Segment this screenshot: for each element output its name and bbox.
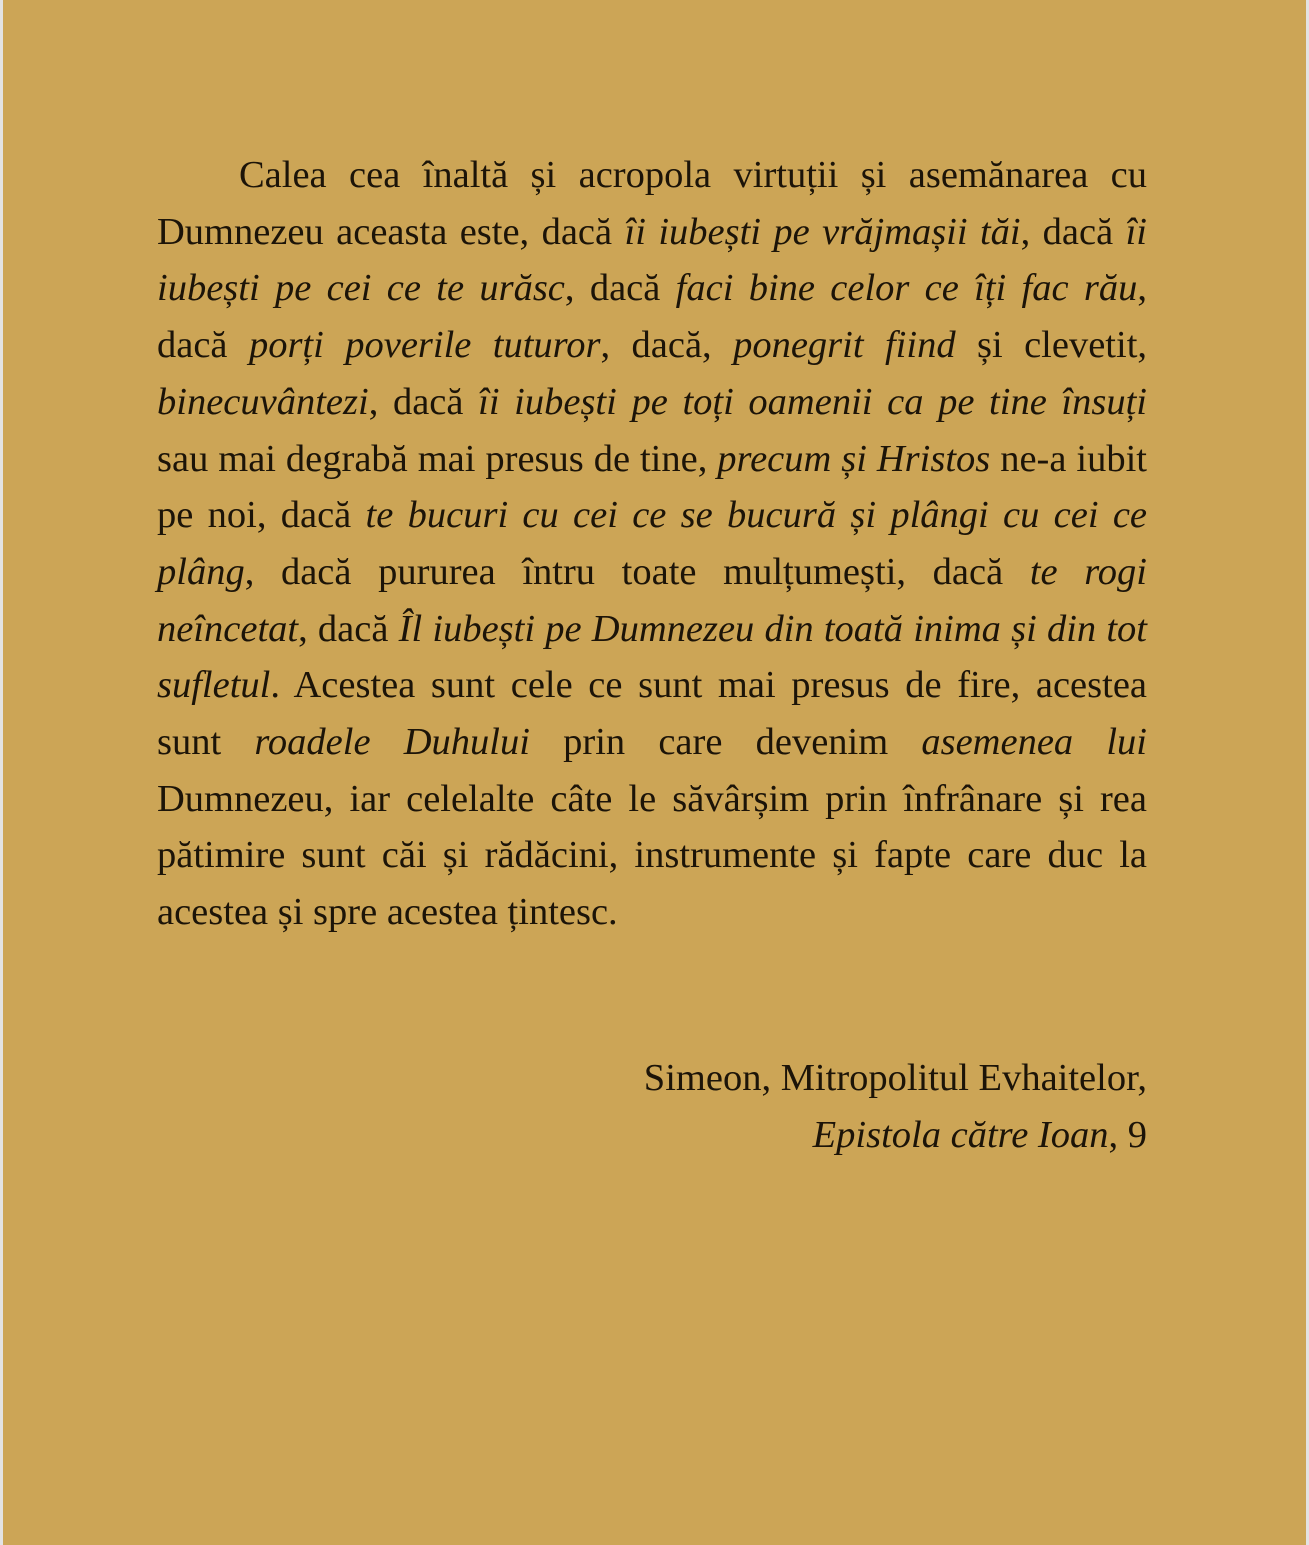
quote-segment: și clevetit, xyxy=(955,324,1148,367)
quote-segment-italic: te bucuri cu cei ce se bucură și plângi cu cei ce plâng xyxy=(157,494,1147,593)
quote-segment: , dacă xyxy=(157,267,1148,367)
quote-segment-italic: faci bine celor ce îți fac rău xyxy=(675,267,1138,310)
attribution-source xyxy=(157,1107,1147,1164)
page-left-edge xyxy=(0,0,3,1545)
quote-segment-italic: te rogi neîncetat xyxy=(157,550,1147,650)
quote-segment-italic: ponegrit fiind xyxy=(733,324,956,367)
quote-segment: , dacă xyxy=(1020,210,1126,253)
attribution xyxy=(157,1050,1147,1164)
quote-segment: , dacă xyxy=(298,607,399,650)
quote-segment-italic: îi iubești pe cei ce te urăsc xyxy=(157,210,1148,310)
quote-segment: sau mai degrabă mai presus de tine, xyxy=(157,437,718,480)
quote-segment: , dacă xyxy=(564,267,676,310)
quote-segment: Calea cea înaltă și acropola virtuții și asemănarea cu Dumnezeu aceasta este, dacă xyxy=(157,154,1147,253)
quote-segment-italic: binecuvântezi xyxy=(157,380,369,423)
quote-segment-italic: Îl iubești pe Dumnezeu din toată inima și din tot sufletul xyxy=(157,607,1148,707)
quote-segment: , dacă, xyxy=(600,324,734,367)
quote-segment-italic: precum și Hristos xyxy=(717,437,991,480)
quote-segment: ne-a iubit pe noi, dacă xyxy=(157,437,1148,537)
quote-segment: , dacă xyxy=(368,380,479,423)
quote-segment: prin care devenim xyxy=(529,721,922,764)
quote-segment: Dumnezeu, iar celelalte câte le săvârșim prin înfrânare și rea pătimire sunt căi și rădăcini, instrumente și fapte care duc la acestea și spre acestea țintesc. xyxy=(157,777,1147,934)
quote-paragraph xyxy=(157,147,1147,941)
quote-segment-italic: îi iubești pe vrăjmașii tăi xyxy=(624,210,1021,253)
attribution-work-title: Epistola către Ioan xyxy=(812,1114,1109,1156)
quote-segment-italic: asemenea lui xyxy=(921,721,1147,764)
quote-segment: . Acestea sunt cele ce sunt mai presus de fire, acestea sunt xyxy=(157,664,1147,764)
quote-segment-italic: îi iubești pe toți oamenii ca pe tine însuți xyxy=(478,380,1148,423)
attribution-author: Simeon, Mitropolitul Evhaitelor, xyxy=(643,1057,1147,1099)
quote-segment-italic: porți poverile tuturor xyxy=(248,324,601,367)
quote-segment: , dacă pururea întru toate mulțumești, dacă xyxy=(244,550,1030,593)
quote-segment-italic: roadele Duhului xyxy=(254,721,530,764)
attribution-work-suffix: , 9 xyxy=(1108,1114,1147,1156)
